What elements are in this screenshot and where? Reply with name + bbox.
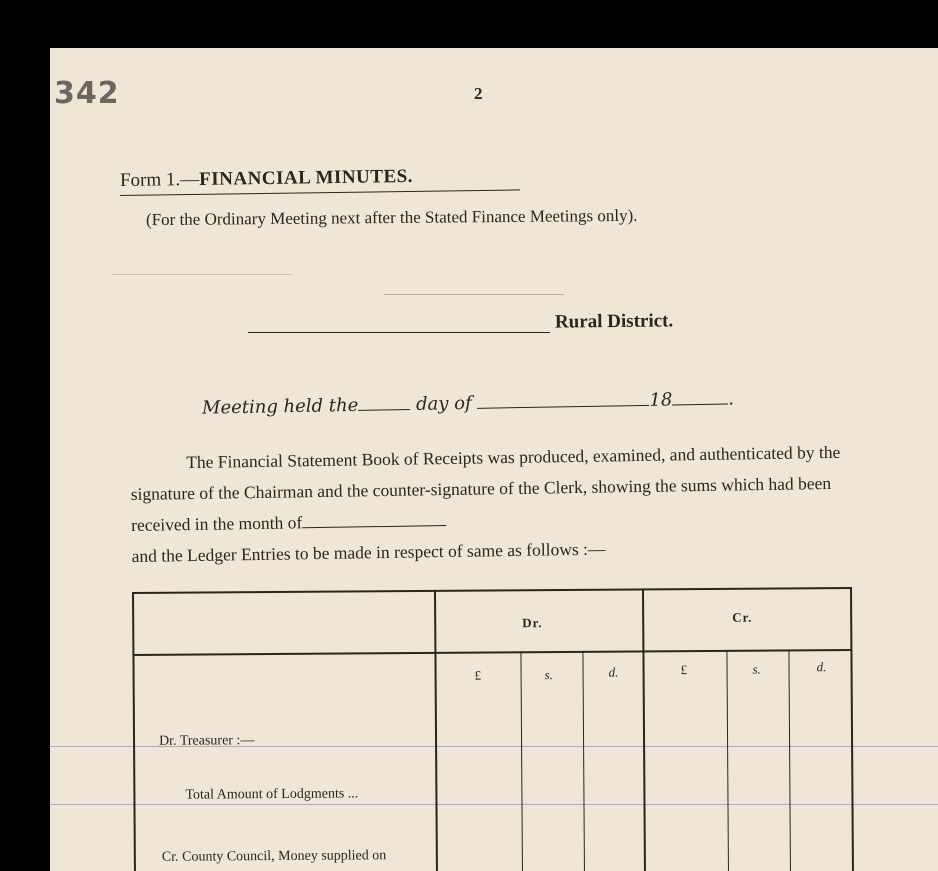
- row-label: Total Amount of Lodgments ...: [185, 786, 359, 803]
- stamp-number: 342: [54, 76, 120, 111]
- faint-rule: [112, 274, 292, 275]
- form-title: [120, 166, 413, 192]
- month-blank: [477, 404, 649, 409]
- year-prefix: 18: [649, 389, 673, 411]
- page-number: 2: [474, 84, 483, 103]
- unit-shillings-dr: s.: [544, 667, 553, 683]
- ledger-table: [132, 587, 854, 871]
- unit-pence-cr: d.: [816, 659, 827, 675]
- day-of-label: day of: [415, 392, 472, 415]
- unit-pounds-cr: £: [680, 662, 688, 678]
- statement-tail: and the Ledger Entries to be made in respect of same as follows :—: [131, 538, 606, 566]
- unit-pounds-dr: £: [474, 667, 482, 683]
- day-blank: [358, 408, 410, 411]
- statement-text: The Financial Statement Book of Receipts was produced, examined, and authenticated by the signature of the Chairman and the counter-signature of the Clerk, showing the sums which had been received in the month of: [130, 441, 841, 535]
- unit-pence-dr: d.: [608, 664, 619, 680]
- dr-header: Dr.: [522, 615, 543, 631]
- document-page: [50, 48, 938, 871]
- meeting-held-label: Meeting held the: [201, 394, 359, 419]
- statement-paragraph: [130, 437, 862, 572]
- district-name-blank: [248, 332, 550, 333]
- cr-header: Cr.: [732, 609, 753, 625]
- form-title-main: FINANCIAL MINUTES.: [199, 165, 414, 190]
- month-of-blank: [302, 524, 446, 528]
- meeting-line: Meeting held the day of 18 .: [201, 388, 735, 419]
- unit-shillings-cr: s.: [752, 661, 761, 677]
- row-label: Cr. County Council, Money supplied on: [161, 848, 387, 865]
- form-subtitle: (For the Ordinary Meeting next after the Stated Finance Meetings only).: [145, 205, 638, 230]
- district-label: Rural District.: [554, 310, 674, 333]
- year-blank: [672, 402, 728, 405]
- row-label: Dr. Treasurer :—: [158, 733, 255, 749]
- form-title-prefix: Form 1.—: [119, 168, 200, 192]
- faint-rule: [384, 294, 564, 295]
